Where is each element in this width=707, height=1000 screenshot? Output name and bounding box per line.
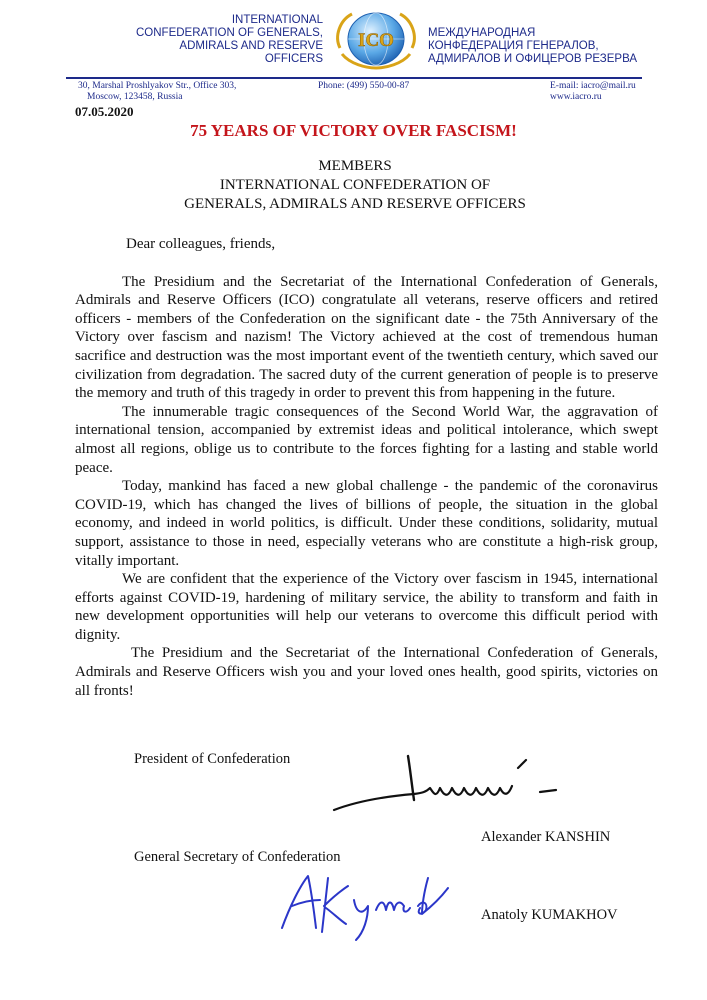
letter-title: 75 YEARS OF VICTORY OVER FASCISM! <box>190 121 517 140</box>
body-paragraph: The Presidium and the Secretariat of the International Confederation of Generals, Admirals and Reserve Officers (ICO) congratulate all veterans, reserve officers and retired officers - members of the Confederation on the significant date - the 75th Anniversary of the Victory over fascism and nazism! The Victory achieved at the cost of tremendous human sacrifice and destruction was the most important event of the twentieth century, which saved our civilization from degradation. The sacred duty of the current generation of people is to preserve the memory and truth of this tragedy in order to prevent this from happening in the future. <box>75 273 658 402</box>
body-paragraph: Today, mankind has faced a new global challenge - the pandemic of the coronavirus COVID-19, which has changed the lives of billions of people, the situation in the global economy, and indeed in world politics, is difficult. Under these conditions, solidarity, mutual support, assistance to those in need, especially veterans who are constitute a high-risk group, vitally important. <box>75 478 658 569</box>
secretary-title: General Secretary of Confederation <box>134 849 341 865</box>
addressee-line: INTERNATIONAL CONFEDERATION OF <box>219 177 491 193</box>
body-paragraph: The innumerable tragic consequences of the Second World War, the aggravation of international tension, accompanied by extremist ideas and political intolerance, which swept almost all regions, oblige us to contribute to the forces fighting for a lasting and stable world peace. <box>75 403 658 476</box>
president-signature <box>330 738 570 818</box>
contact-info <box>550 81 636 103</box>
letterhead-divider <box>66 77 642 79</box>
secretary-name: Anatoly KUMAKHOV <box>481 907 618 923</box>
website: www.iacro.ru <box>550 92 602 102</box>
body-paragraph: The Presidium and the Secretariat of the International Confederation of Generals, Admirals and Reserve Officers wish you and your loved ones health, good spirits, victories on all fronts! <box>75 645 658 699</box>
logo-text: ICO <box>358 30 394 51</box>
address-line: 30, Marshal Proshlyakov Str., Office 303, <box>78 81 237 91</box>
letterhead-en-line: ADMIRALS AND RESERVE OFFICERS <box>179 40 323 65</box>
letterhead-ru-line: КОНФЕДЕРАЦИЯ ГЕНЕРАЛОВ, <box>428 40 599 52</box>
addressee-block <box>150 157 560 214</box>
letterhead-en-line: CONFEDERATION OF GENERALS, <box>135 27 323 39</box>
letter-date: 07.05.2020 <box>75 104 134 119</box>
email: E-mail: iacro@mail.ru <box>550 81 636 91</box>
letter-body <box>75 235 658 700</box>
president-title: President of Confederation <box>134 751 291 767</box>
addressee-line: MEMBERS <box>318 158 392 174</box>
ico-logo <box>330 8 422 70</box>
letterhead-english <box>120 14 323 66</box>
letterhead-ru-line: АДМИРАЛОВ И ОФИЦЕРОВ РЕЗЕРВА <box>428 53 638 65</box>
letterhead-russian <box>428 27 658 66</box>
body-paragraph: We are confident that the experience of the Victory over fascism in 1945, international efforts against COVID-19, hardening of military service, the ability to transform and faith in new development opportunities will help our veterans to overcome this difficult period with dignity. <box>75 571 658 643</box>
addressee-line: GENERALS, ADMIRALS AND RESERVE OFFICERS <box>184 196 526 212</box>
secretary-signature <box>272 866 462 944</box>
postal-address <box>78 81 236 103</box>
address-line: Moscow, 123458, Russia <box>87 92 183 102</box>
greeting: Dear colleagues, friends, <box>126 236 276 252</box>
phone: Phone: (499) 550-00-87 <box>318 81 410 91</box>
letterhead-ru-line: МЕЖДУНАРОДНАЯ <box>428 27 536 39</box>
president-name: Alexander KANSHIN <box>481 829 611 845</box>
letterhead-en-line: INTERNATIONAL <box>231 14 323 26</box>
